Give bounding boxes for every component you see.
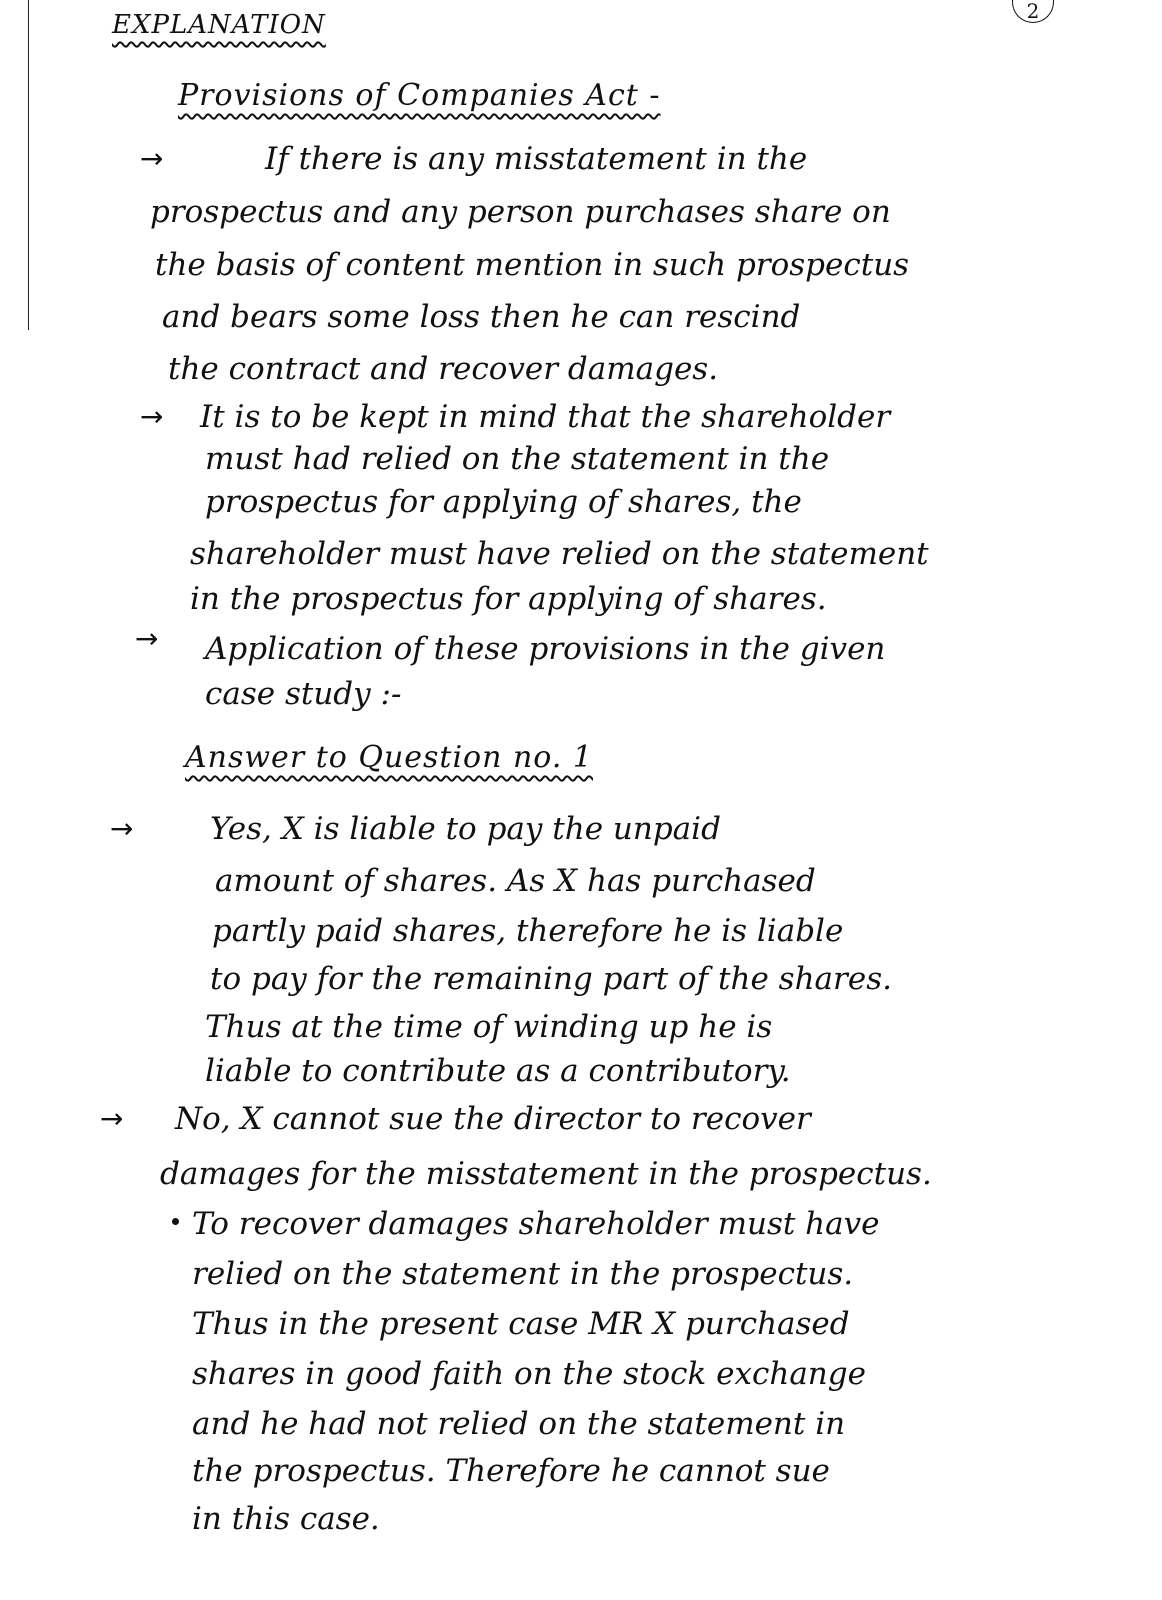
arrow-bullet: →: [140, 400, 164, 433]
text-line: Thus at the time of winding up he is: [205, 1009, 773, 1045]
answer-heading: Answer to Question no. 1: [185, 740, 593, 775]
text-line: shareholder must have relied on the statement: [190, 536, 929, 572]
text-line: partly paid shares, therefore he is liable: [212, 913, 844, 949]
section-heading-provisions: Provisions of Companies Act -: [178, 78, 661, 113]
arrow-bullet: →: [110, 812, 134, 845]
text-line: damages for the misstatement in the prospectus.: [160, 1156, 932, 1192]
text-line: to pay for the remaining part of the shares.: [210, 961, 892, 997]
margin-rule: [28, 0, 29, 330]
arrow-bullet: →: [140, 142, 164, 175]
arrow-bullet: →: [135, 622, 159, 655]
text-line: and he had not relied on the statement in: [192, 1406, 846, 1442]
text-line: in the prospectus for applying of shares.: [190, 581, 827, 617]
text-line: Application of these provisions in the given: [205, 631, 886, 667]
text-line: Yes, X is liable to pay the unpaid: [210, 811, 721, 847]
text-line: the basis of content mention in such prospectus: [155, 247, 910, 283]
text-line: and bears some loss then he can rescind: [162, 299, 801, 335]
bullet-dot: [172, 1218, 179, 1225]
page-number: 2: [1012, 0, 1054, 23]
text-line: No, X cannot sue the director to recover: [175, 1101, 811, 1137]
text-line: prospectus for applying of shares, the: [205, 484, 802, 520]
text-line: the contract and recover damages.: [168, 351, 719, 387]
text-line: the prospectus. Therefore he cannot sue: [192, 1453, 830, 1489]
text-line: relied on the statement in the prospectus.: [192, 1256, 854, 1292]
page-heading: EXPLANATION: [112, 10, 326, 40]
text-line: If there is any misstatement in the: [265, 141, 808, 177]
text-line: To recover damages shareholder must have: [192, 1206, 880, 1242]
text-line: prospectus and any person purchases share on: [150, 194, 891, 230]
arrow-bullet: →: [100, 1102, 124, 1135]
text-line: Thus in the present case MR X purchased: [192, 1306, 850, 1342]
text-line: must had relied on the statement in the: [205, 441, 830, 477]
text-line: in this case.: [192, 1501, 380, 1537]
text-line: amount of shares. As X has purchased: [215, 863, 816, 899]
text-line: shares in good faith on the stock exchange: [192, 1356, 866, 1392]
text-line: It is to be kept in mind that the shareholder: [200, 399, 891, 435]
text-line: liable to contribute as a contributory.: [205, 1053, 791, 1089]
text-line: case study :-: [205, 676, 402, 712]
